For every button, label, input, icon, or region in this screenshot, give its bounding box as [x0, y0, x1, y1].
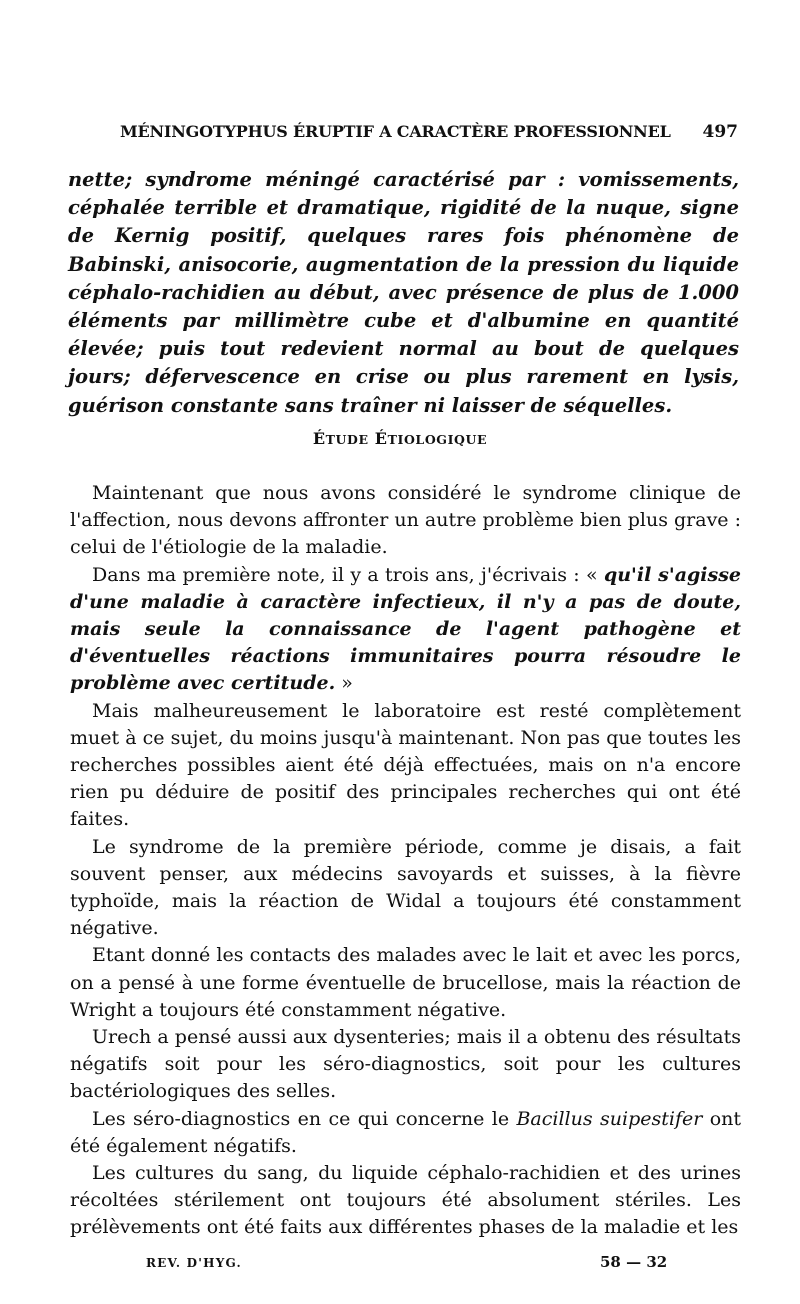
paragraph-8: Les cultures du sang, du liquide céphalo-rachidien et des urines récoltées stérilement ont toujours été absolument stériles. Les prélèvements ont été faits aux différentes phases de la maladie et les [70, 1162, 741, 1239]
running-header [70, 122, 738, 148]
paragraph-3: Mais malheureusement le laboratoire est resté complètement muet à ce sujet, du moins jusqu'à maintenant. Non pas que toutes les recherches possibles aient été déjà effectuées, mais on n'a encore rien pu déduire de positif des principales recherches qui ont été faites. [70, 699, 741, 831]
heading-cap-1: É [312, 429, 326, 448]
paragraph-1: Maintenant que nous avons considéré le syndrome clinique de l'affection, nous devons affronter un autre problème bien plus grave : celui de l'étiologie de la maladie. [70, 482, 741, 559]
paragraph-2-lead: Dans ma première note, il y a trois ans, j'écrivais : « [92, 563, 604, 586]
heading-rest-2: TIOLOGIQUE [387, 432, 488, 447]
heading-cap-2: É [374, 429, 388, 448]
section-heading [0, 429, 800, 448]
paragraph-5: Etant donné les contacts des malades avec le lait et avec les porcs, on a pensé à une forme éventuelle de brucellose, mais la réaction de Wright a toujours été constamment négative. [70, 944, 741, 1021]
intro-italic-paragraph: nette; syndrome méningé caractérisé par : vomissements, céphalée terrible et dramatique, rigidité de la nuque, signe de Kernig positif, quelques rares fois phénomène de Babinski, anisocorie, augmentation de la pression du liquide céphalo-rachidien au début, avec présence de plus de 1.000 éléments par millimètre cube et d'albumine en quantité élevée; puis tout redevient normal au bout de quelques jours; défervescence en crise ou plus rarement en lysis, guérison constante sans traîner ni laisser de séquelles. [68, 168, 739, 417]
paragraph-7 [70, 1106, 741, 1160]
running-title: MÉNINGOTYPHUS ÉRUPTIF A CARACTÈRE PROFESSIONNEL [120, 122, 671, 141]
bacillus-term: Bacillus suipestifer [516, 1107, 703, 1130]
paragraph-4: Le syndrome de la première période, comme je disais, a fait souvent penser, aux médecins savoyards et suisses, à la fièvre typhoïde, mais la réaction de Widal a toujours été constamment négative. [70, 835, 741, 940]
paragraph-6: Urech a pensé aussi aux dysenteries; mais il a obtenu des résultats négatifs soit pour les séro-diagnostics, soit pour les cultures bactériologiques des selles. [70, 1026, 741, 1103]
footer-volume-ref: 58 — 32 [600, 1253, 668, 1271]
paragraph-2-end: » [335, 672, 353, 695]
page-number: 497 [702, 122, 738, 142]
paragraph-2-quote: qu'il s'agisse d'une maladie à caractère infectieux, il n'y a pas de doute, mais seule la connaissance de l'agent pathogène et d'éventuelles réactions immunitaires pourra résoudre le problème avec certitude. [70, 563, 741, 695]
paragraph-7-end: ont été également négatifs. [70, 1107, 742, 1157]
heading-rest-1: TUDE [325, 432, 369, 447]
paragraph-2 [70, 562, 741, 698]
paragraph-7-lead: Les séro-diagnostics en ce qui concerne le [92, 1107, 517, 1130]
footer-journal: REV. D'HYG. [146, 1256, 242, 1270]
body-text [70, 480, 741, 1242]
